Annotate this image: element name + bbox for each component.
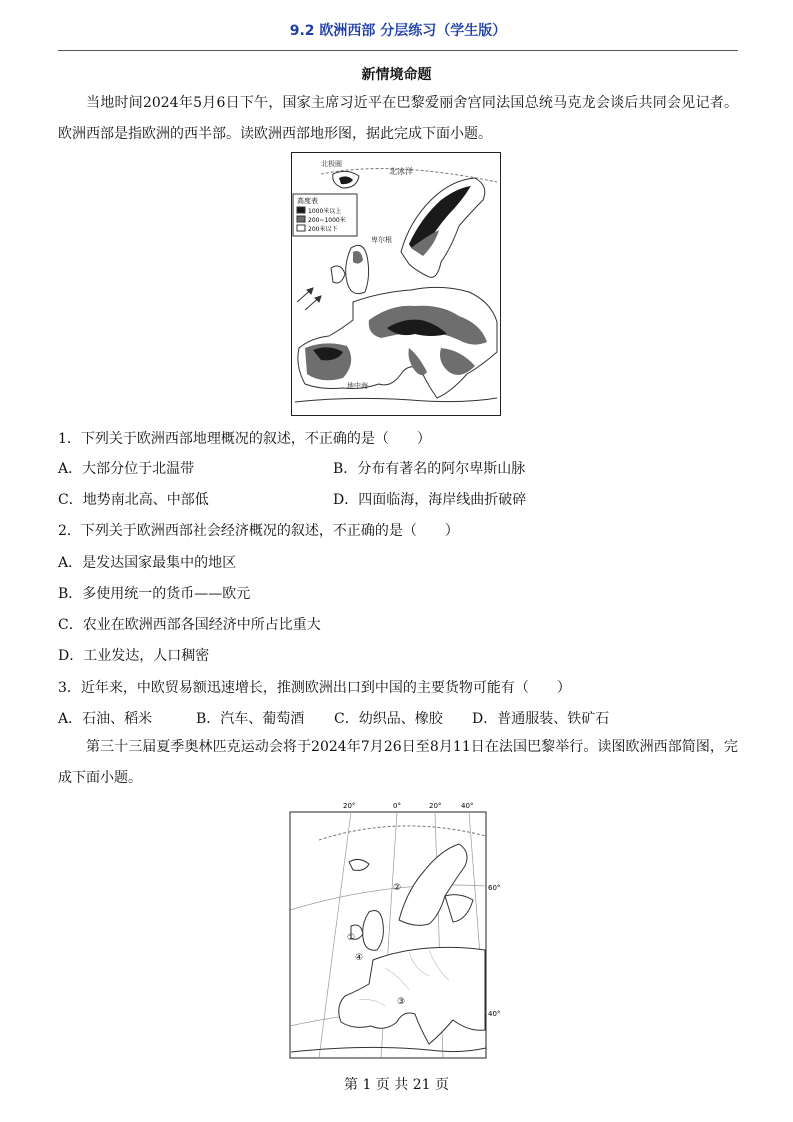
lat-60-label: 60° — [488, 884, 501, 892]
q3-option-a: A．石油、稻米 — [58, 711, 153, 727]
q3-option-c: C．幼织品、橡胶 — [334, 711, 443, 727]
page-header: 9.2 欧洲西部 分层练习（学生版） — [289, 23, 507, 39]
q3-option-d: D．普通服装、铁矿石 — [472, 711, 610, 727]
legend-label-mid: 200~1000米 — [308, 217, 346, 224]
marker-2: ② — [393, 883, 402, 893]
header-divider — [58, 50, 738, 51]
mediterranean-label: 地中海 — [347, 382, 368, 390]
legend-swatch-high — [297, 207, 305, 213]
lon-0-label: 0° — [393, 802, 401, 810]
q3-option-b: B．汽车、葡萄酒 — [196, 711, 305, 727]
legend-label-high: 1000米以上 — [308, 208, 342, 215]
lon-20w-label: 20° — [343, 802, 356, 810]
map-legend — [293, 194, 357, 236]
legend-swatch-mid — [297, 216, 305, 222]
question-1-stem: 1．下列关于欧洲西部地理概况的叙述，不正确的是（ ） — [58, 431, 431, 447]
intro-paragraph-1: 当地时间2024年5月6日下午，国家主席习近平在巴黎爱丽舍宫同法国总统马克龙会谈后共同会见记者。欧洲西部是指欧洲的西半部。读欧洲西部地形图，据此完成下面小题。 — [58, 95, 738, 142]
lat-40-label: 40° — [488, 1010, 501, 1018]
terrain-map — [291, 152, 501, 416]
marker-4: ④ — [355, 953, 364, 963]
question-2-stem: 2．下列关于欧洲西部社会经济概况的叙述，不正确的是（ ） — [58, 523, 459, 539]
lon-20e-label: 20° — [429, 802, 442, 810]
arctic-ocean-label: 北冰洋 — [389, 167, 413, 176]
q1-option-b: B．分布有著名的阿尔卑斯山脉 — [333, 461, 526, 477]
marker-1: ① — [347, 933, 356, 943]
legend-title: 高度表 — [297, 197, 318, 205]
legend-swatch-low — [297, 225, 305, 231]
q2-option-c: C．农业在欧洲西部各国经济中所占比重大 — [58, 617, 321, 633]
marker-3: ③ — [397, 997, 406, 1007]
question-3-stem: 3．近年来，中欧贸易额迅速增长，推测欧洲出口到中国的主要货物可能有（ ） — [58, 680, 571, 696]
q2-option-a: A．是发达国家最集中的地区 — [58, 555, 237, 571]
legend-label-low: 200米以下 — [308, 226, 338, 233]
q2-option-b: B．多使用统一的货币——欧元 — [58, 586, 251, 602]
q1-option-c: C．地势南北高、中部低 — [58, 492, 209, 508]
q1-option-d: D．四面临海，海岸线曲折破碎 — [333, 492, 527, 508]
lon-40e-label: 40° — [461, 802, 474, 810]
section-title: 新情境命题 — [361, 67, 432, 83]
bergen-label: 卑尔根 — [371, 236, 392, 244]
europe-sketch-map — [289, 800, 505, 1060]
q1-option-a: A．大部分位于北温带 — [58, 461, 195, 477]
q2-option-d: D．工业发达，人口稠密 — [58, 648, 210, 664]
page-footer: 第 1 页 共 21 页 — [344, 1077, 449, 1093]
arctic-circle-label: 北极圈 — [321, 160, 342, 168]
intro-paragraph-2: 第三十三届夏季奥林匹克运动会将于2024年7月26日至8月11日在法国巴黎举行。读图欧洲西部简图，完成下面小题。 — [58, 739, 738, 786]
